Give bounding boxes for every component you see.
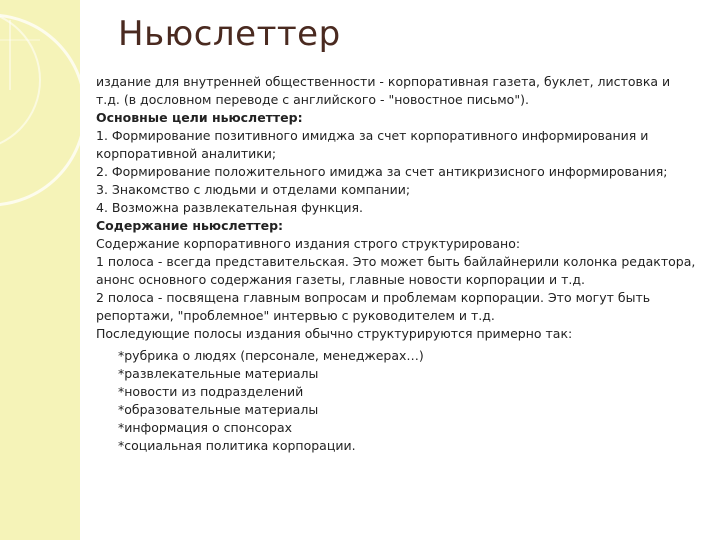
decorative-arcs-graphic	[0, 0, 80, 540]
rubric-list	[96, 347, 696, 455]
rubric-item: *социальная политика корпорации.	[118, 438, 356, 453]
rubric-item: *новости из подразделений	[118, 384, 304, 399]
rubric-item: *образовательные материалы	[118, 402, 319, 417]
rubric-item: *развлекательные материалы	[118, 366, 319, 381]
content-line: Содержание корпоративного издания строго структурировано:	[96, 236, 521, 251]
page-title: Ньюслеттер	[118, 14, 341, 54]
content-line: Последующие полосы издания обычно структурируются примерно так:	[96, 326, 573, 341]
goal-item: 4. Возможна развлекательная функция.	[96, 200, 363, 215]
goal-item: 2. Формирование положительного имиджа за счет антикризисного информирования;	[96, 164, 668, 179]
rubric-item: *информация о спонсорах	[118, 420, 293, 435]
goal-item: 3. Знакомство с людьми и отделами компании;	[96, 182, 411, 197]
goal-item: 1. Формирование позитивного имиджа за счет корпоративного информирования и корпоративной аналитики;	[96, 128, 649, 161]
content-line: 2 полоса - посвящена главным вопросам и проблемам корпорации. Это могут быть репортажи, "проблемное" интервью с руководителем и т.д.	[96, 290, 651, 323]
intro-paragraph: издание для внутренней общественности - корпоративная газета, буклет, листовка и т.д. (в дословном переводе с английского - "новостное письмо").	[96, 74, 671, 107]
content-body	[96, 73, 696, 455]
rubric-item: *рубрика о людях (персонале, менеджерах…)	[118, 348, 424, 363]
content-heading: Содержание ньюслеттер:	[96, 218, 284, 233]
content-line: 1 полоса - всегда представительская. Это может быть байлайнерили колонка редактора, анонс основного содержания газеты, главные новости корпорации и т.д.	[96, 254, 696, 287]
goals-heading: Основные цели ньюслеттер:	[96, 110, 303, 125]
